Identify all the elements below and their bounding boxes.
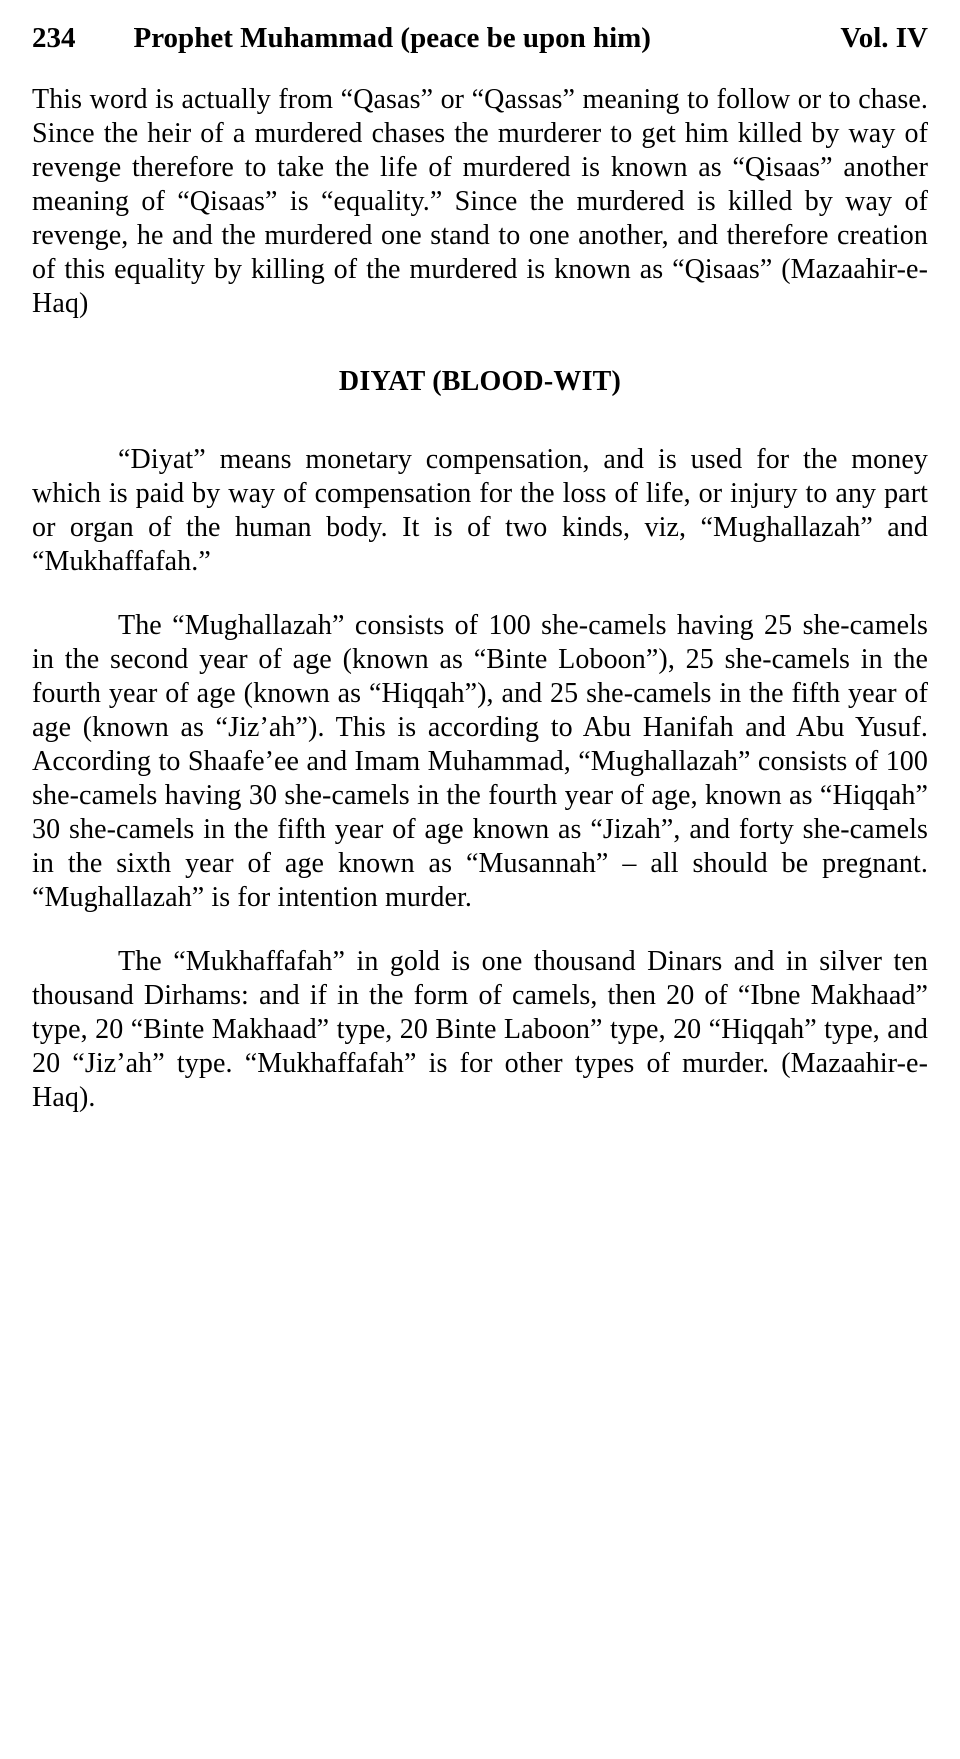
intro-paragraph: This word is actually from “Qasas” or “Qassas” meaning to follow or to chase. Since the heir of a murdered chases the murderer to get him killed by way of revenge therefore to take the life of murdered is known as “Qisaas” another meaning of “Qisaas” is “equality.” Since the murdered is killed by way of revenge, he and the murdered one stand to one another, and therefore creation of this equality by killing of the murdered is known as “Qisaas” (Mazaahir-e-Haq) — [32, 84, 928, 320]
mughallazah-paragraph: The “Mughallazah” consists of 100 she-camels having 25 she-camels in the second year of age (known as “Binte Loboon”), 25 she-camels in the fourth year of age (known as “Hiqqah”), and 25 she-camels in the fifth year of age (known as “Jiz’ah”). This is according to Abu Hanifah and Abu Yusuf. According to Shaafe’ee and Imam Muhammad, “Mughallazah” consists of 100 she-camels having 30 she-camels in the fourth year of age, known as “Hiqqah” 30 she-camels in the fifth year of age known as “Jizah”, and forty she-camels in the sixth year of age known as “Musannah” – all should be pregnant. “Mughallazah” is for intention murder. — [32, 610, 928, 914]
page-body — [32, 83, 928, 1115]
volume-label: Vol. IV — [840, 22, 928, 54]
page-number: 234 — [32, 22, 76, 54]
page-header — [32, 22, 928, 55]
diyat-paragraph: “Diyat” means monetary compensation, and is used for the money which is paid by way of compensation for the loss of life, or injury to any part or organ of the human body. It is of two kinds, viz, “Mughallazah” and “Mukhaffafah.” — [32, 444, 928, 578]
book-title: Prophet Muhammad (peace be upon him) — [133, 22, 651, 54]
mukhaffafah-paragraph: The “Mukhaffafah” in gold is one thousand Dinars and in silver ten thousand Dirhams: and if in the form of camels, then 20 of “Ibne Makhaad” type, 20 “Binte Makhaad” type, 20 Binte Laboon” type, 20 “Hiqqah” type, and 20 “Jiz’ah” type. “Mukhaffafah” is for other types of murder. (Mazaahir-e-Haq). — [32, 946, 928, 1114]
section-heading: DIYAT (BLOOD-WIT) — [338, 366, 622, 398]
